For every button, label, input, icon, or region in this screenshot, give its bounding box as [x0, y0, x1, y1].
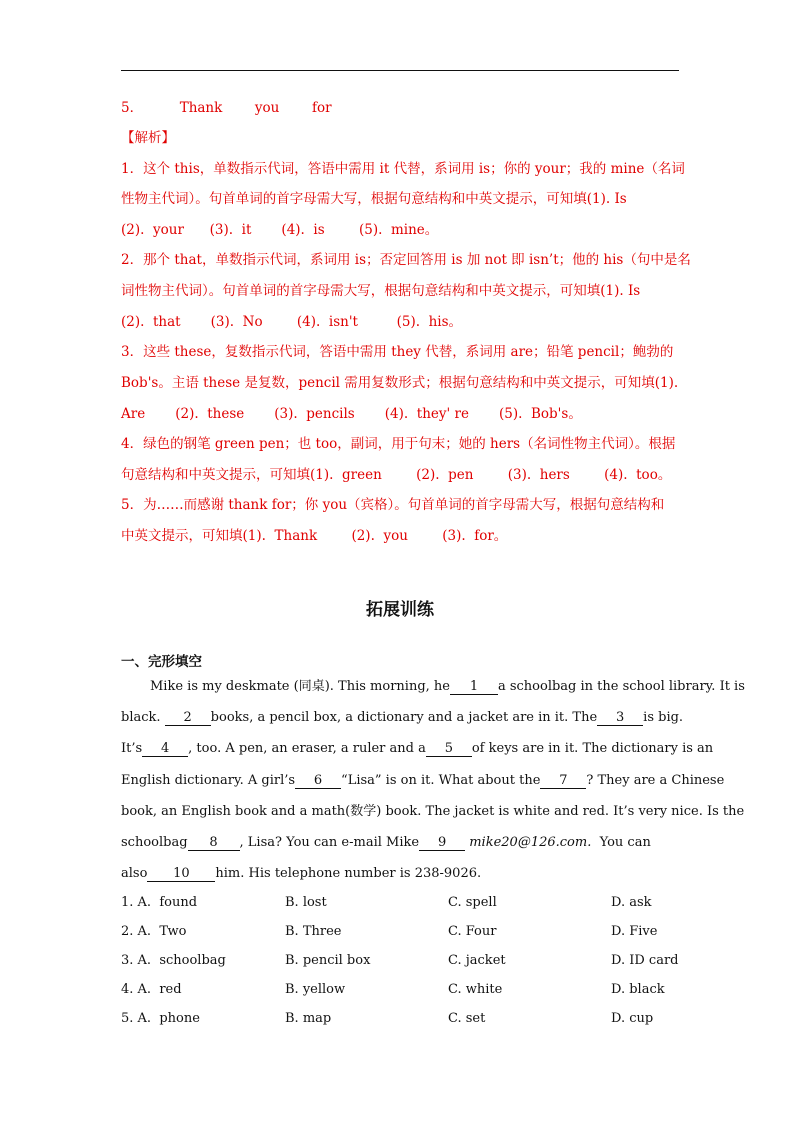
passage-text: of keys are in it. The dictionary is an [471, 741, 714, 756]
analysis-line: 3．这些 these，复数指示代词，答语中需用 they 代替，系词用 are；铅笔 pencil；鲍勃的 [121, 344, 674, 360]
analysis-line: 中英文提示，可知填(1). Thank (2). you (3). for。 [121, 528, 508, 544]
analysis-line: (2). your (3). it (4). is (5). mine。 [121, 222, 439, 238]
blank-4[interactable]: 4 [142, 741, 188, 757]
passage-line-6 [121, 834, 651, 852]
analysis-line: 句意结构和中英文提示，可知填(1). green (2). pen (3). hers (4). too。 [121, 467, 672, 483]
section-title: 拓展训练 [366, 600, 434, 620]
option-5-a[interactable]: 5. A. phone [121, 1011, 200, 1026]
passage-line-4 [121, 772, 724, 790]
option-3-a[interactable]: 3. A. schoolbag [121, 953, 226, 968]
passage-text: You can [599, 835, 651, 850]
passage-text: schoolbag [121, 835, 188, 850]
analysis-line: 性物主代词）。句首单词的首字母需大写，根据句意结构和中英文提示，可知填(1). Is [121, 191, 627, 207]
option-1-a[interactable]: 1. A. found [121, 895, 198, 910]
passage-text: , too. A pen, an eraser, a ruler and a [188, 741, 426, 756]
passage-text: him. His telephone number is 238-9026. [215, 866, 482, 881]
passage-line-5: book, an English book and a math(数学) book. The jacket is white and red. It’s very nice. Is the [121, 804, 745, 819]
option-4-d[interactable]: D. black [611, 982, 665, 997]
option-4-b[interactable]: B. yellow [285, 982, 346, 997]
blank-1[interactable]: 1 [450, 679, 498, 695]
blank-10[interactable]: 10 [147, 866, 215, 882]
passage-line-1 [150, 678, 745, 696]
passage-text: “Lisa” is on it. What about the [341, 773, 541, 788]
option-1-b[interactable]: B. lost [285, 895, 327, 910]
analysis-line: 5．为……而感谢 thank for；你 you（宾格）。句首单词的首字母需大写，根据句意结构和 [121, 497, 665, 513]
header-rule [121, 70, 679, 71]
passage-text: a schoolbag in the school library. It is [497, 679, 745, 694]
option-5-b[interactable]: B. map [285, 1011, 332, 1026]
passage-line-7 [121, 865, 481, 883]
blank-8[interactable]: 8 [188, 835, 240, 851]
blank-3[interactable]: 3 [597, 710, 643, 726]
option-5-c[interactable]: C. set [448, 1011, 486, 1026]
option-2-a[interactable]: 2. A. Two [121, 924, 187, 939]
passage-line-2 [121, 709, 683, 727]
passage-text: books, a pencil box, a dictionary and a jacket are in it. The [210, 710, 598, 725]
option-1-c[interactable]: C. spell [448, 895, 497, 910]
analysis-line: 词性物主代词）。句首单词的首字母需大写，根据句意结构和中英文提示，可知填(1). Is [121, 283, 641, 299]
analysis-heading: 【解析】 [121, 130, 175, 146]
option-2-c[interactable]: C. Four [448, 924, 497, 939]
analysis-line: 4．绿色的钢笔 green pen；也 too，副词，用于句末；她的 hers（名词性物主代词）。根据 [121, 436, 676, 452]
passage-text: also [121, 866, 148, 881]
answer-5-number: 5． [121, 100, 144, 116]
option-3-b[interactable]: B. pencil box [285, 953, 371, 968]
option-3-c[interactable]: C. jacket [448, 953, 506, 968]
analysis-line: 1．这个 this，单数指示代词，答语中需用 it 代替，系词用 is；你的 your；我的 mine（名词 [121, 161, 685, 177]
analysis-line: Are (2). these (3). pencils (4). they' re (5). Bob's。 [121, 406, 582, 422]
blank-2[interactable]: 2 [165, 710, 211, 726]
blank-9[interactable]: 9 [419, 835, 465, 851]
passage-text: is big. [643, 710, 684, 725]
option-1-d[interactable]: D. ask [611, 895, 652, 910]
passage-text: It’s [121, 741, 143, 756]
answer-5-line [121, 99, 332, 117]
analysis-line: (2). that (3). No (4). isn't (5). his。 [121, 314, 463, 330]
option-2-b[interactable]: B. Three [285, 924, 342, 939]
analysis-line: 2．那个 that，单数指示代词，系词用 is；否定回答用 is 加 not 即 isn’t；他的 his（句中是名 [121, 252, 691, 268]
passage-text: ? They are a Chinese [586, 773, 725, 788]
passage-text: Mike is my deskmate (同桌). This morning, he [150, 679, 450, 694]
passage-line-3 [121, 740, 713, 758]
blank-5[interactable]: 5 [426, 741, 472, 757]
blank-7[interactable]: 7 [540, 773, 586, 789]
answer-5-word-2: you [254, 100, 280, 116]
answer-5-word-1: Thank [179, 100, 223, 116]
part-title: 一、完形填空 [121, 654, 202, 670]
option-4-c[interactable]: C. white [448, 982, 503, 997]
option-3-d[interactable]: D. ID card [611, 953, 679, 968]
passage-text: , Lisa? You can e-mail Mike [239, 835, 420, 850]
email-address: mike20@126.com. [469, 835, 592, 850]
analysis-line: Bob's。主语 these 是复数，pencil 需用复数形式；根据句意结构和中英文提示，可知填(1). [121, 375, 679, 391]
passage-text: English dictionary. A girl’s [121, 773, 296, 788]
option-5-d[interactable]: D. cup [611, 1011, 654, 1026]
passage-text: black. [121, 710, 161, 725]
option-4-a[interactable]: 4. A. red [121, 982, 182, 997]
answer-5-word-3: for [311, 100, 332, 116]
blank-6[interactable]: 6 [295, 773, 341, 789]
option-2-d[interactable]: D. Five [611, 924, 658, 939]
